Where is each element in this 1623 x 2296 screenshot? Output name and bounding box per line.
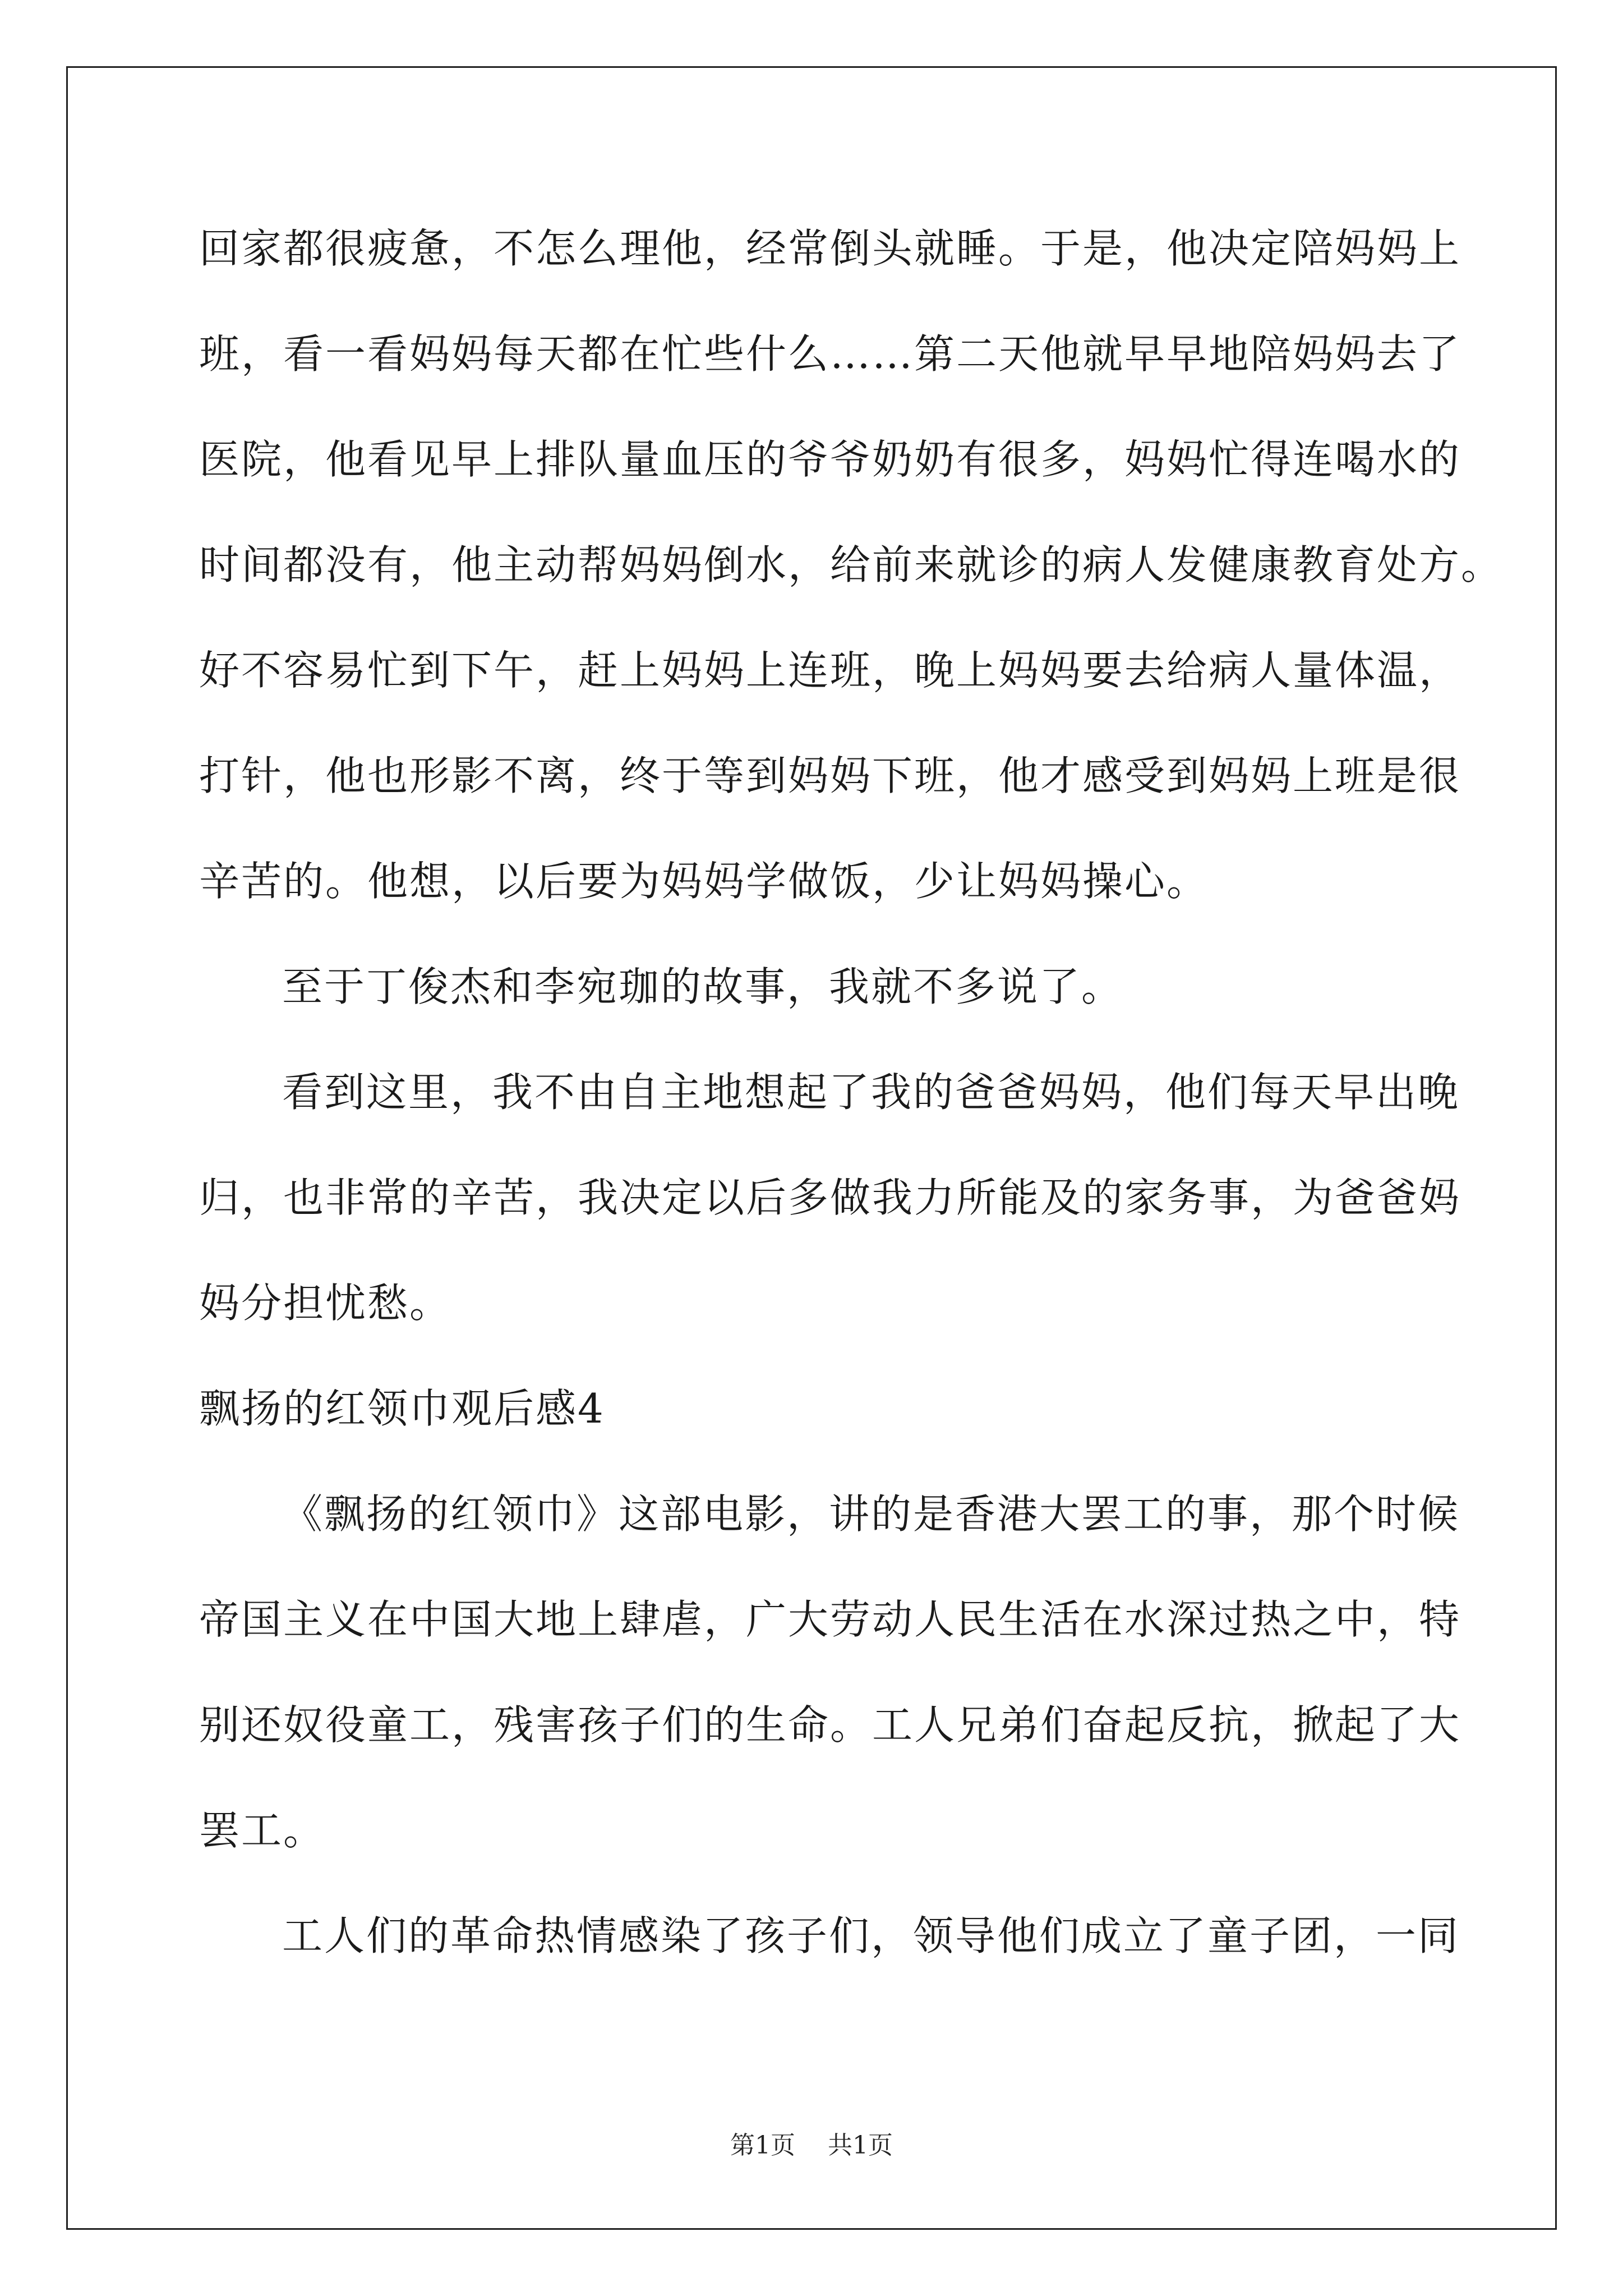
text-line: 至于丁俊杰和李宛珈的故事，我就不多说了。 bbox=[282, 963, 1124, 1010]
text-line: 帝国主义在中国大地上肆虐，广大劳动人民生活在水深过热之中，特 bbox=[199, 1596, 1461, 1643]
text-line: 打针，他也形影不离，终于等到妈妈下班，他才感受到妈妈上班是很 bbox=[199, 752, 1461, 799]
text-line: 工人们的革命热情感染了孩子们，领导他们成立了童子团，一同 bbox=[282, 1912, 1460, 1959]
text-line: 回家都很疲惫，不怎么理他，经常倒头就睡。于是，他决定陪妈妈上 bbox=[199, 225, 1461, 272]
page-total: 共1页 bbox=[828, 2131, 893, 2160]
text-line: 《飘扬的红领巾》这部电影，讲的是香港大罢工的事，那个时候 bbox=[282, 1490, 1460, 1538]
page-number: 第1页 bbox=[730, 2131, 795, 2160]
section-heading: 飘扬的红领巾观后感4 bbox=[199, 1385, 605, 1432]
text-line: 医院，他看见早上排队量血压的爷爷奶奶有很多，妈妈忙得连喝水的 bbox=[199, 436, 1461, 483]
text-line: 好不容易忙到下午，赶上妈妈上连班，晚上妈妈要去给病人量体温， bbox=[199, 647, 1461, 694]
text-line: 妈分担忧愁。 bbox=[199, 1280, 452, 1327]
text-line: 辛苦的。他想，以后要为妈妈学做饭，少让妈妈操心。 bbox=[199, 858, 1209, 905]
text-line: 时间都没有，他主动帮妈妈倒水，给前来就诊的病人发健康教育处方。 bbox=[199, 541, 1504, 588]
text-line: 班，看一看妈妈每天都在忙些什么……第二天他就早早地陪妈妈去了 bbox=[199, 330, 1461, 378]
text-line: 别还奴役童工，残害孩子们的生命。工人兄弟们奋起反抗，掀起了大 bbox=[199, 1701, 1461, 1749]
document-body bbox=[199, 218, 1504, 2010]
text-line: 看到这里，我不由自主地想起了我的爸爸妈妈，他们每天早出晚 bbox=[282, 1069, 1460, 1116]
page-footer bbox=[0, 2125, 1623, 2161]
text-line: 罢工。 bbox=[199, 1807, 326, 1854]
text-line: 归，也非常的辛苦，我决定以后多做我力所能及的家务事，为爸爸妈 bbox=[199, 1174, 1461, 1221]
